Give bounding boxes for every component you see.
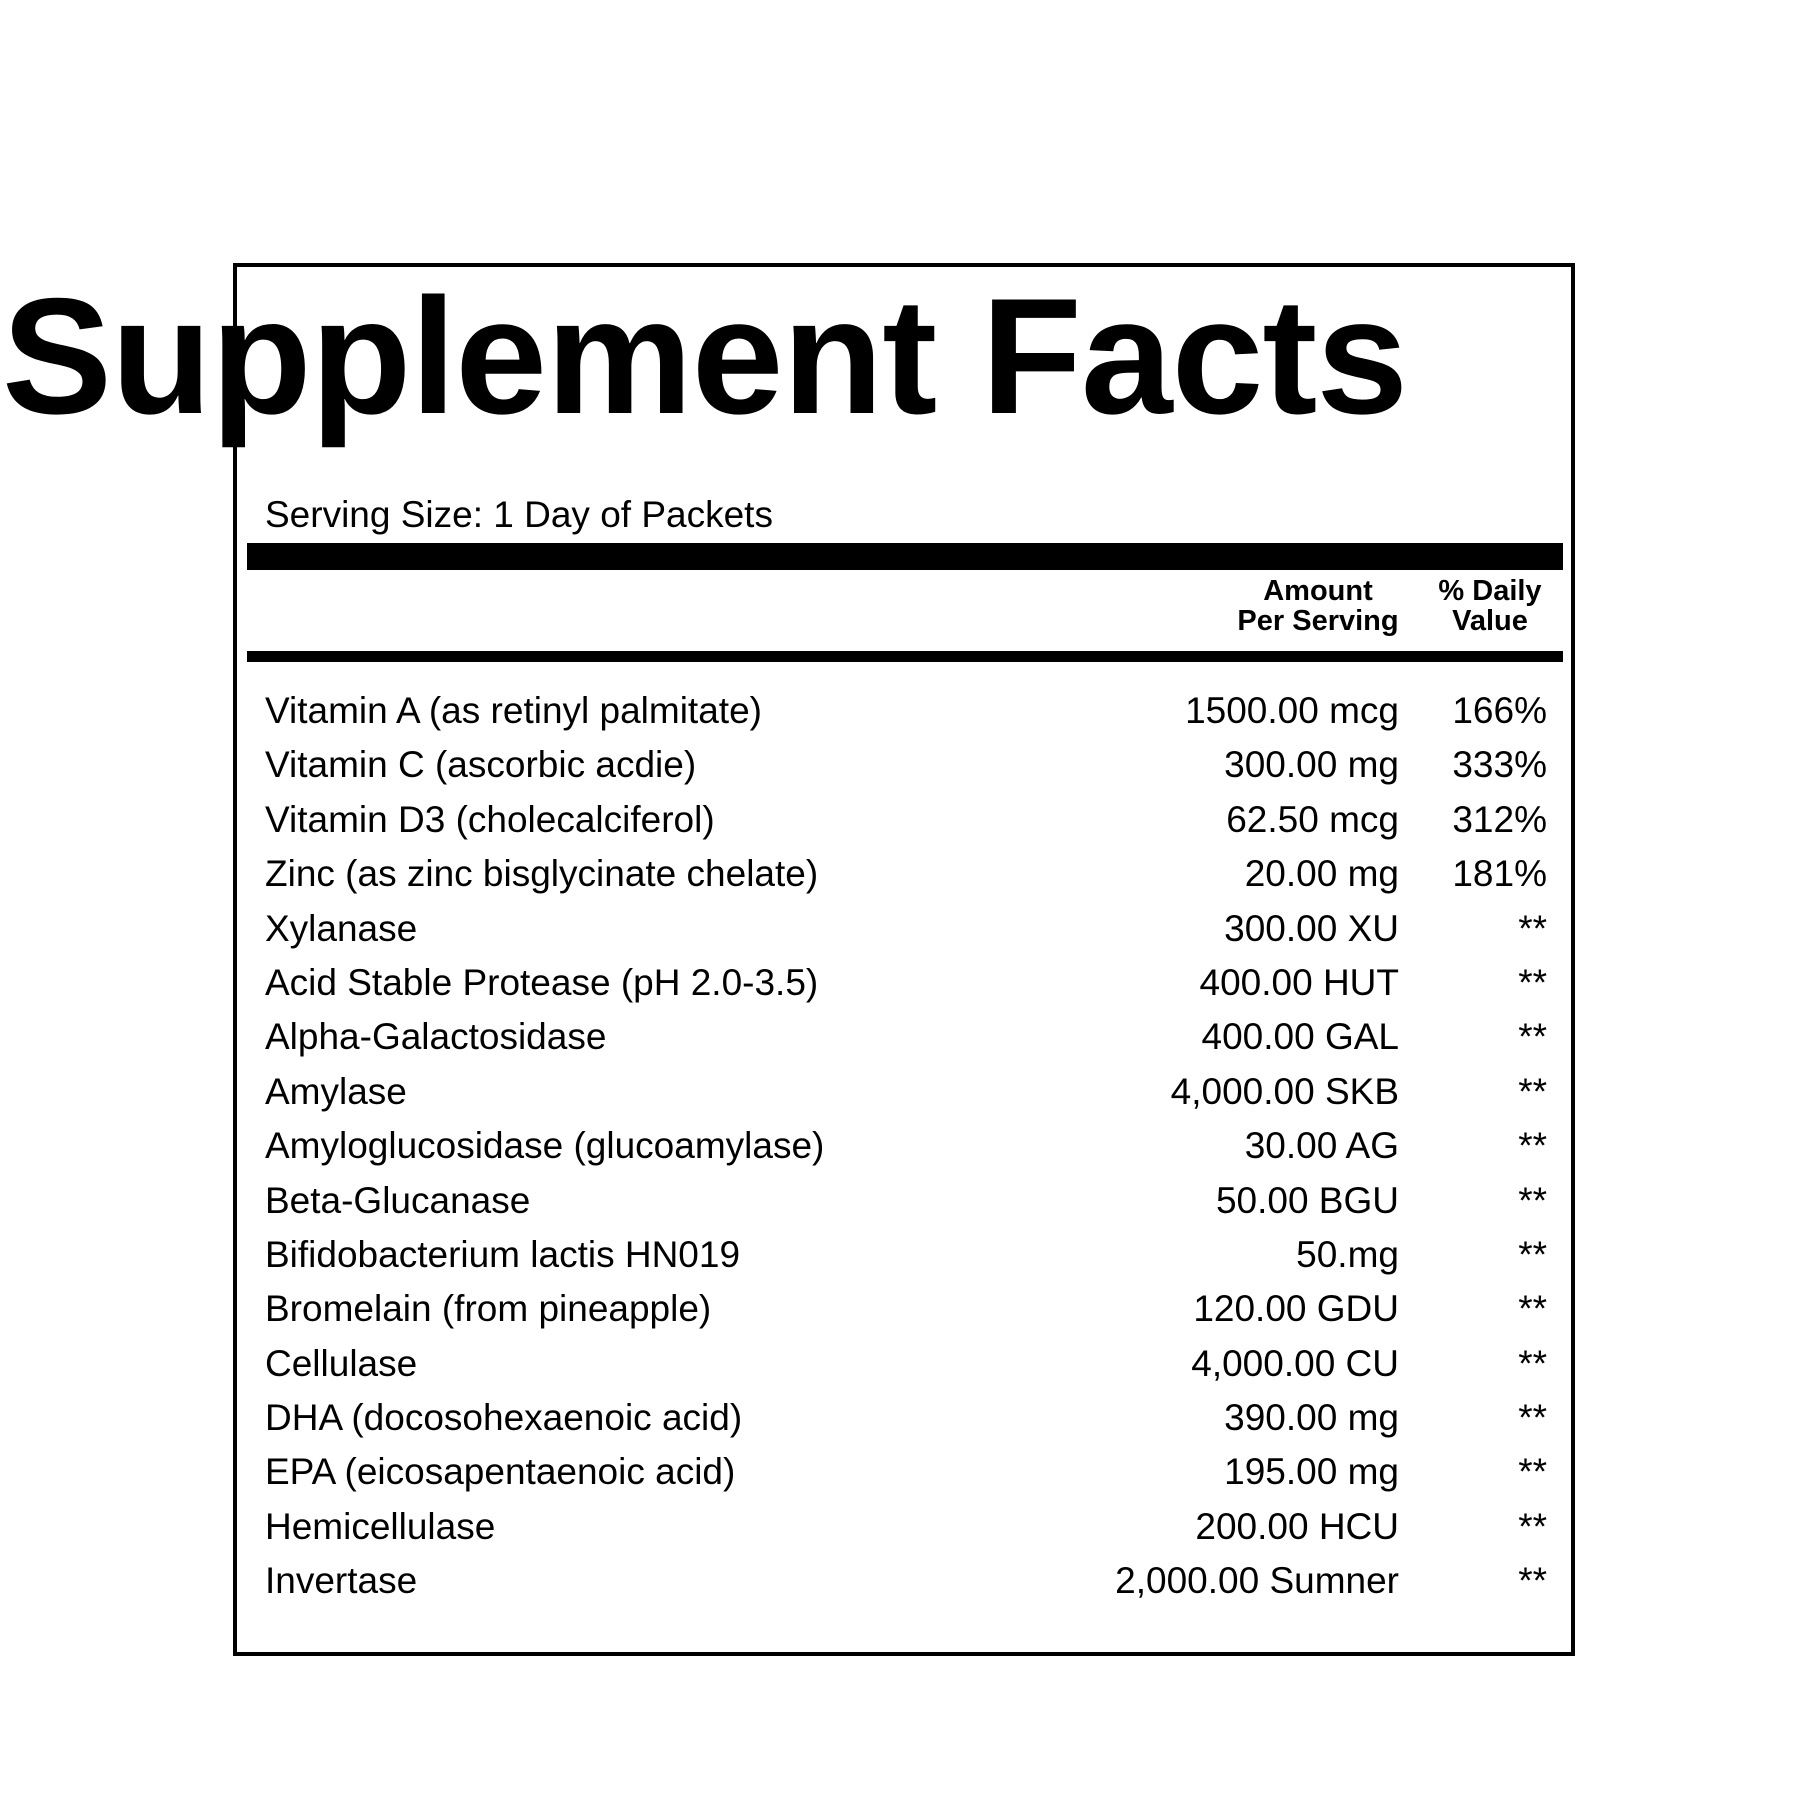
nutrient-name: Hemicellulase	[265, 1505, 496, 1547]
nutrient-daily-value: **	[1518, 1451, 1547, 1493]
nutrient-amount: 50.00 BGU	[1215, 1179, 1399, 1221]
nutrient-amount: 400.00 HUT	[1199, 961, 1399, 1003]
nutrient-daily-value: 181%	[1452, 853, 1547, 895]
nutrient-daily-value: 312%	[1452, 798, 1547, 840]
nutrient-row	[265, 1391, 1547, 1445]
nutrient-amount: 62.50 mcg	[1226, 798, 1399, 840]
amount-header-line-1: Amount	[1263, 575, 1373, 607]
nutrient-daily-value: **	[1518, 1125, 1547, 1167]
nutrient-row	[265, 1337, 1547, 1391]
nutrient-daily-value: **	[1518, 1505, 1547, 1547]
daily-value-header	[1420, 576, 1560, 636]
nutrient-daily-value: **	[1518, 907, 1547, 949]
nutrient-row	[265, 1065, 1547, 1119]
nutrient-amount: 2,000.00 Sumner	[1115, 1560, 1399, 1602]
nutrient-row	[265, 1554, 1547, 1608]
nutrient-amount: 400.00 GAL	[1201, 1016, 1399, 1058]
nutrient-row	[265, 956, 1547, 1010]
nutrient-name: Invertase	[265, 1560, 418, 1602]
amount-per-serving-header	[1220, 576, 1416, 636]
nutrient-name: EPA (eicosapentaenoic acid)	[265, 1451, 736, 1493]
nutrient-amount: 30.00 AG	[1244, 1125, 1399, 1167]
nutrient-row	[265, 1500, 1547, 1554]
nutrient-row	[265, 902, 1547, 956]
nutrient-name: Amyloglucosidase (glucoamylase)	[265, 1125, 825, 1167]
nutrient-daily-value: **	[1518, 1070, 1547, 1112]
thick-divider	[247, 543, 1563, 570]
nutrient-row	[265, 1119, 1547, 1173]
nutrient-amount: 195.00 mg	[1224, 1451, 1399, 1493]
nutrient-daily-value: **	[1518, 1342, 1547, 1384]
nutrient-name: Amylase	[265, 1070, 407, 1112]
nutrient-row	[265, 1282, 1547, 1336]
nutrient-name: Xylanase	[265, 907, 418, 949]
nutrient-amount: 4,000.00 CU	[1191, 1342, 1399, 1384]
nutrient-row	[265, 1010, 1547, 1064]
nutrient-list	[265, 684, 1547, 1609]
nutrient-row	[265, 738, 1547, 792]
nutrient-row	[265, 793, 1547, 847]
nutrient-row	[265, 1228, 1547, 1282]
nutrient-name: Zinc (as zinc bisglycinate chelate)	[265, 853, 819, 895]
nutrient-name: Cellulase	[265, 1342, 418, 1384]
nutrient-name: Bromelain (from pineapple)	[265, 1288, 712, 1330]
nutrient-name: Vitamin C (ascorbic acdie)	[265, 744, 697, 786]
nutrient-amount: 120.00 GDU	[1193, 1288, 1399, 1330]
nutrient-name: Bifidobacterium lactis HN019	[265, 1233, 741, 1275]
nutrient-name: Acid Stable Protease (pH 2.0-3.5)	[265, 961, 819, 1003]
nutrient-amount: 300.00 mg	[1224, 744, 1399, 786]
nutrient-name: DHA (docosohexaenoic acid)	[265, 1397, 743, 1439]
nutrient-amount: 390.00 mg	[1224, 1397, 1399, 1439]
dv-header-line-2: Value	[1452, 605, 1528, 637]
nutrient-row	[265, 1445, 1547, 1499]
nutrient-daily-value: 333%	[1452, 744, 1547, 786]
nutrient-amount: 200.00 HCU	[1195, 1505, 1399, 1547]
nutrient-daily-value: **	[1518, 1016, 1547, 1058]
nutrient-name: Vitamin D3 (cholecalciferol)	[265, 798, 715, 840]
amount-header-line-2: Per Serving	[1237, 605, 1399, 637]
header-divider	[247, 651, 1563, 662]
nutrient-name: Vitamin A (as retinyl palmitate)	[265, 690, 762, 731]
nutrient-daily-value: **	[1518, 1179, 1547, 1221]
nutrient-daily-value: 166%	[1452, 690, 1547, 731]
serving-size: Serving Size: 1 Day of Packets	[265, 494, 773, 535]
nutrient-name: Alpha-Galactosidase	[265, 1016, 607, 1058]
nutrient-row	[265, 1174, 1547, 1228]
nutrient-daily-value: **	[1518, 1288, 1547, 1330]
nutrient-name: Beta-Glucanase	[265, 1179, 531, 1221]
panel-title: Supplement Facts	[2, 264, 1408, 448]
nutrient-amount: 20.00 mg	[1244, 853, 1399, 895]
nutrient-daily-value: **	[1518, 1397, 1547, 1439]
nutrient-row	[265, 847, 1547, 901]
dv-header-line-1: % Daily	[1438, 575, 1542, 607]
nutrient-amount: 4,000.00 SKB	[1170, 1070, 1399, 1112]
nutrient-daily-value: **	[1518, 961, 1547, 1003]
nutrient-daily-value: **	[1518, 1233, 1547, 1275]
nutrient-row	[265, 684, 1547, 738]
nutrient-amount: 1500.00 mcg	[1185, 690, 1399, 731]
nutrient-amount: 50.mg	[1296, 1233, 1399, 1275]
nutrient-amount: 300.00 XU	[1224, 907, 1399, 949]
nutrient-daily-value: **	[1518, 1560, 1547, 1602]
